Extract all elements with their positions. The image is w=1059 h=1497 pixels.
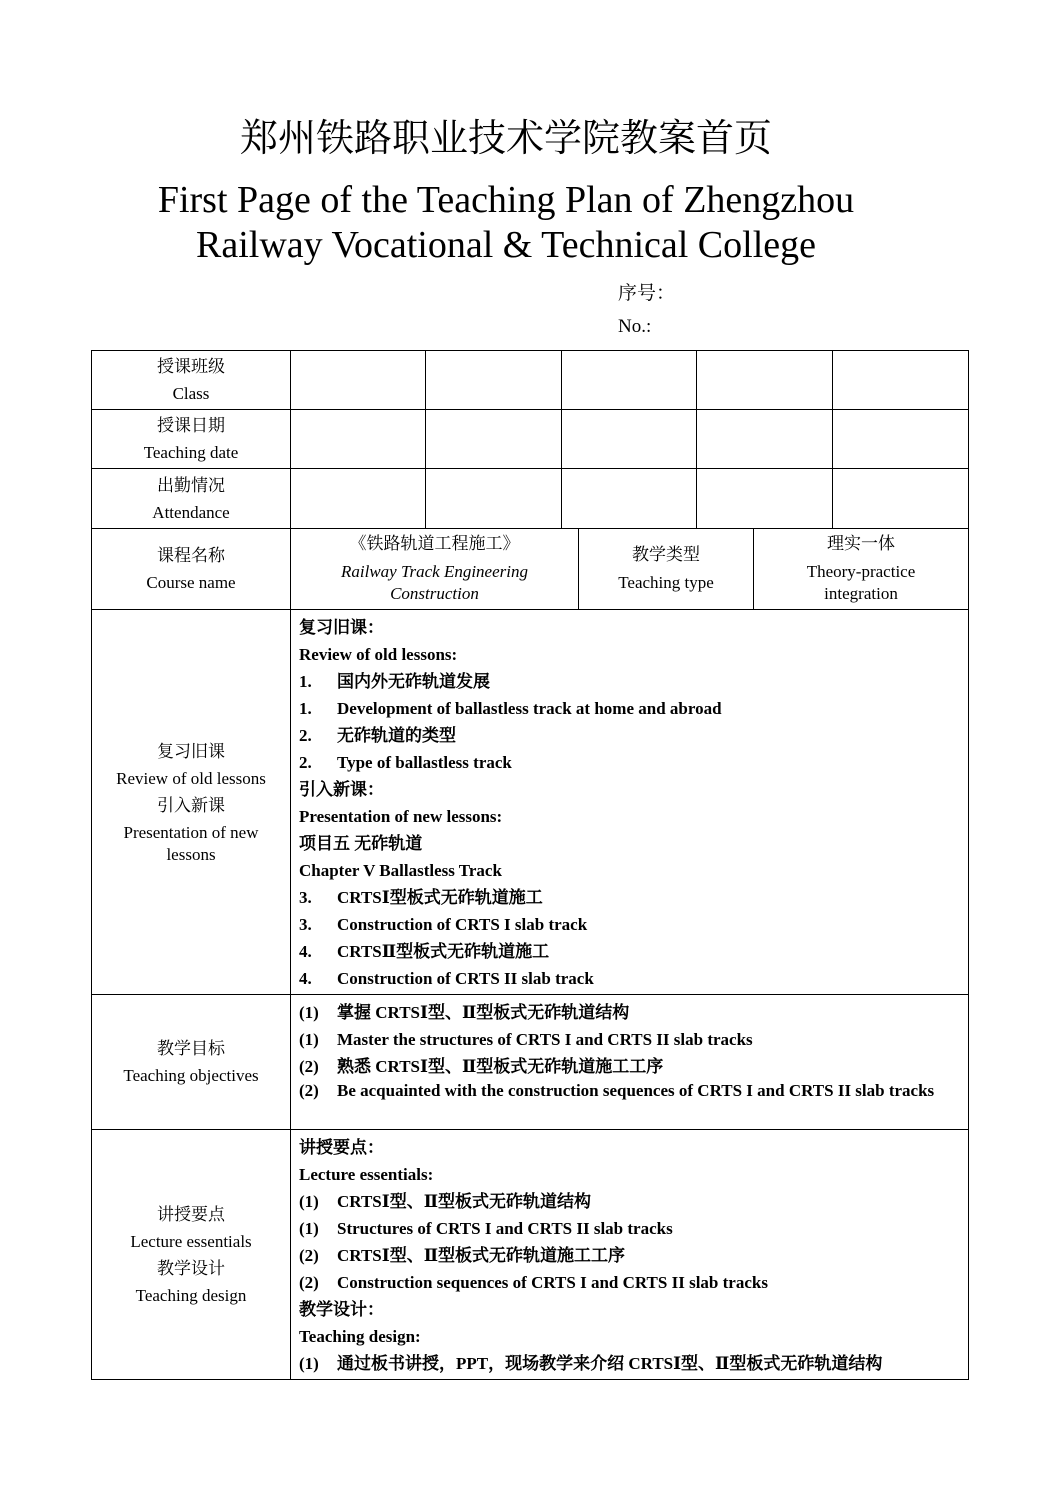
line-number: 3. [299,888,312,907]
line-number: (1) [299,1003,319,1022]
content-line [299,999,960,1026]
line-text: Master the structures of CRTS I and CRTS II slab tracks [337,1030,753,1049]
content-line [299,722,960,749]
review-row [92,610,969,995]
line-text: 教学设计： [299,1300,384,1319]
attendance-cell-2[interactable] [426,469,562,529]
line-number: (1) [299,1192,319,1211]
line-text: 熟悉 CRTSⅠ型、Ⅱ型板式无砟轨道施工工序 [337,1057,664,1076]
line-text: 引入新课： [299,780,384,799]
line-number: 4. [299,969,312,988]
line-number: 1. [299,672,312,691]
lecture-content[interactable] [291,1130,969,1380]
content-line [299,1350,960,1377]
line-text: 讲授要点： [299,1138,384,1157]
review-label-en: Review of old lessons [116,769,266,788]
line-text: 通过板书讲授，PPT，现场教学来介绍 CRTSⅠ型、Ⅱ型板式无砟轨道结构 [337,1354,883,1373]
new-lesson-label-cn: 引入新课 [157,796,225,815]
line-number: 4. [299,942,312,961]
line-text: Teaching design: [299,1327,421,1346]
line-text: Construction sequences of CRTS I and CRTS II slab tracks [337,1273,768,1292]
review-content[interactable] [291,610,969,995]
course-row [92,529,969,610]
line-number: 2. [299,753,312,772]
design-label-en: Teaching design [135,1285,247,1305]
objectives-label [92,995,291,1130]
line-number: (2) [299,1057,319,1076]
line-text: Type of ballastless track [337,753,512,772]
line-number: (2) [299,1273,319,1292]
page-title-cn: 郑州铁路职业技术学院教案首页 [239,118,772,160]
teaching-date-label [92,410,291,469]
teaching-type-label-en: Teaching type [618,573,714,592]
line-number: (2) [299,1246,319,1265]
line-number: (2) [299,1081,319,1100]
line-text: CRTSⅡ型板式无砟轨道施工 [337,942,550,961]
class-cell-1[interactable] [291,351,426,410]
attendance-row [92,469,969,529]
content-line [299,1134,960,1161]
teaching-date-cell-3[interactable] [562,410,697,469]
course-name-label-cn: 课程名称 [157,546,225,565]
teaching-date-cell-2[interactable] [426,410,562,469]
content-line [299,749,960,776]
teaching-date-row [92,410,969,469]
teaching-type-label-cn: 教学类型 [632,545,700,564]
teaching-plan-table [91,350,969,1380]
teaching-date-cell-4[interactable] [697,410,833,469]
content-line [299,884,960,911]
class-label [92,351,291,410]
page-title-en [0,178,1012,268]
lecture-label [92,1130,291,1380]
line-text: 掌握 CRTSⅠ型、Ⅱ型板式无砟轨道结构 [337,1003,630,1022]
serial-number-label-cn: 序号： [618,283,676,304]
class-label-cn: 授课班级 [157,357,225,376]
line-text: Construction of CRTS II slab track [337,969,594,988]
content-line [299,803,960,830]
content-line [299,1053,960,1080]
line-text: Structures of CRTS I and CRTS II slab tracks [337,1219,673,1238]
class-cell-3[interactable] [562,351,697,410]
content-line [299,911,960,938]
content-line [299,938,960,965]
serial-number-label-en: No.: [618,316,652,337]
teaching-type-value-cn: 理实一体 [827,534,895,553]
content-line [299,1296,960,1323]
teaching-type-value[interactable] [754,529,968,609]
objectives-row [92,995,969,1130]
line-text: 复习旧课： [299,618,384,637]
attendance-cell-1[interactable] [291,469,426,529]
content-line [299,965,960,992]
teaching-type-value-en-line1: Theory-practice [806,562,916,581]
line-number: 3. [299,915,312,934]
content-line [299,1188,960,1215]
line-text: Presentation of new lessons: [299,807,503,826]
content-line [299,1269,960,1296]
class-row [92,351,969,410]
lecture-label-en: Lecture essentials [130,1231,252,1251]
content-line [299,1026,960,1053]
new-lesson-label-en-line2: lessons [166,845,216,864]
line-text: CRTSⅠ型、Ⅱ型板式无砟轨道施工工序 [337,1246,626,1265]
line-text: 无砟轨道的类型 [337,726,456,745]
line-text: Development of ballastless track at home and abroad [337,699,722,718]
attendance-label-en: Attendance [152,502,230,522]
line-number: (1) [299,1219,319,1238]
line-text: 项目五 无砟轨道 [299,834,423,853]
class-label-en: Class [172,384,210,403]
content-line [299,1323,960,1350]
attendance-label-cn: 出勤情况 [157,475,225,495]
line-text: Construction of CRTS I slab track [337,915,588,934]
design-label-cn: 教学设计 [157,1258,225,1278]
line-text: Review of old lessons: [299,645,458,664]
page-title-en-line2: Railway Vocational & Technical College [196,224,816,266]
class-cell-4[interactable] [697,351,833,410]
objectives-content[interactable] [291,995,969,1130]
content-line [299,641,960,668]
line-text: 国内外无砟轨道发展 [337,672,490,691]
line-text: CRTSⅠ型板式无砟轨道施工 [337,888,543,907]
attendance-cell-5[interactable] [833,469,969,529]
content-line [299,830,960,857]
class-cell-5[interactable] [833,351,969,410]
content-line [299,695,960,722]
course-info-cell [291,529,969,610]
teaching-date-label-cn: 授课日期 [157,416,225,435]
attendance-cell-3[interactable] [562,469,697,529]
attendance-label [92,469,291,529]
line-text: Be acquainted with the construction sequences of CRTS I and CRTS II slab tracks [337,1081,935,1100]
line-number: 1. [299,699,312,718]
content-line [299,1080,960,1102]
objectives-label-cn: 教学目标 [157,1039,225,1058]
content-line [299,1242,960,1269]
attendance-cell-4[interactable] [697,469,833,529]
lecture-label-cn: 讲授要点 [157,1204,225,1224]
course-name-label [92,529,291,610]
teaching-date-cell-5[interactable] [833,410,969,469]
course-name-value-en-line2: Construction [390,584,479,603]
course-name-value-cn: 《铁路轨道工程施工》 [349,534,520,553]
teaching-date-cell-1[interactable] [291,410,426,469]
lecture-row [92,1130,969,1380]
content-line [299,1161,960,1188]
review-label-cn: 复习旧课 [157,742,225,761]
teaching-type-value-en-line2: integration [824,584,898,603]
line-number: (1) [299,1030,319,1049]
line-number: 2. [299,726,312,745]
content-line [299,1215,960,1242]
course-name-value[interactable] [291,529,579,609]
content-line [299,614,960,641]
content-line [299,776,960,803]
content-line [299,668,960,695]
line-number: (1) [299,1354,319,1373]
new-lesson-label-en-line1: Presentation of new [123,823,259,842]
line-text: CRTSⅠ型、Ⅱ型板式无砟轨道结构 [337,1192,592,1211]
content-line [299,857,960,884]
review-label [92,610,291,995]
course-name-value-en-line1: Railway Track Engineering [341,562,528,581]
line-text: Lecture essentials: [299,1165,434,1184]
line-text: Chapter V Ballastless Track [299,861,502,880]
course-name-label-en: Course name [146,573,236,592]
teaching-date-label-en: Teaching date [143,443,239,462]
objectives-label-en: Teaching objectives [123,1066,259,1085]
page-title-en-line1: First Page of the Teaching Plan of Zhengzhou [157,179,855,221]
class-cell-2[interactable] [426,351,562,410]
teaching-type-label [579,529,754,609]
